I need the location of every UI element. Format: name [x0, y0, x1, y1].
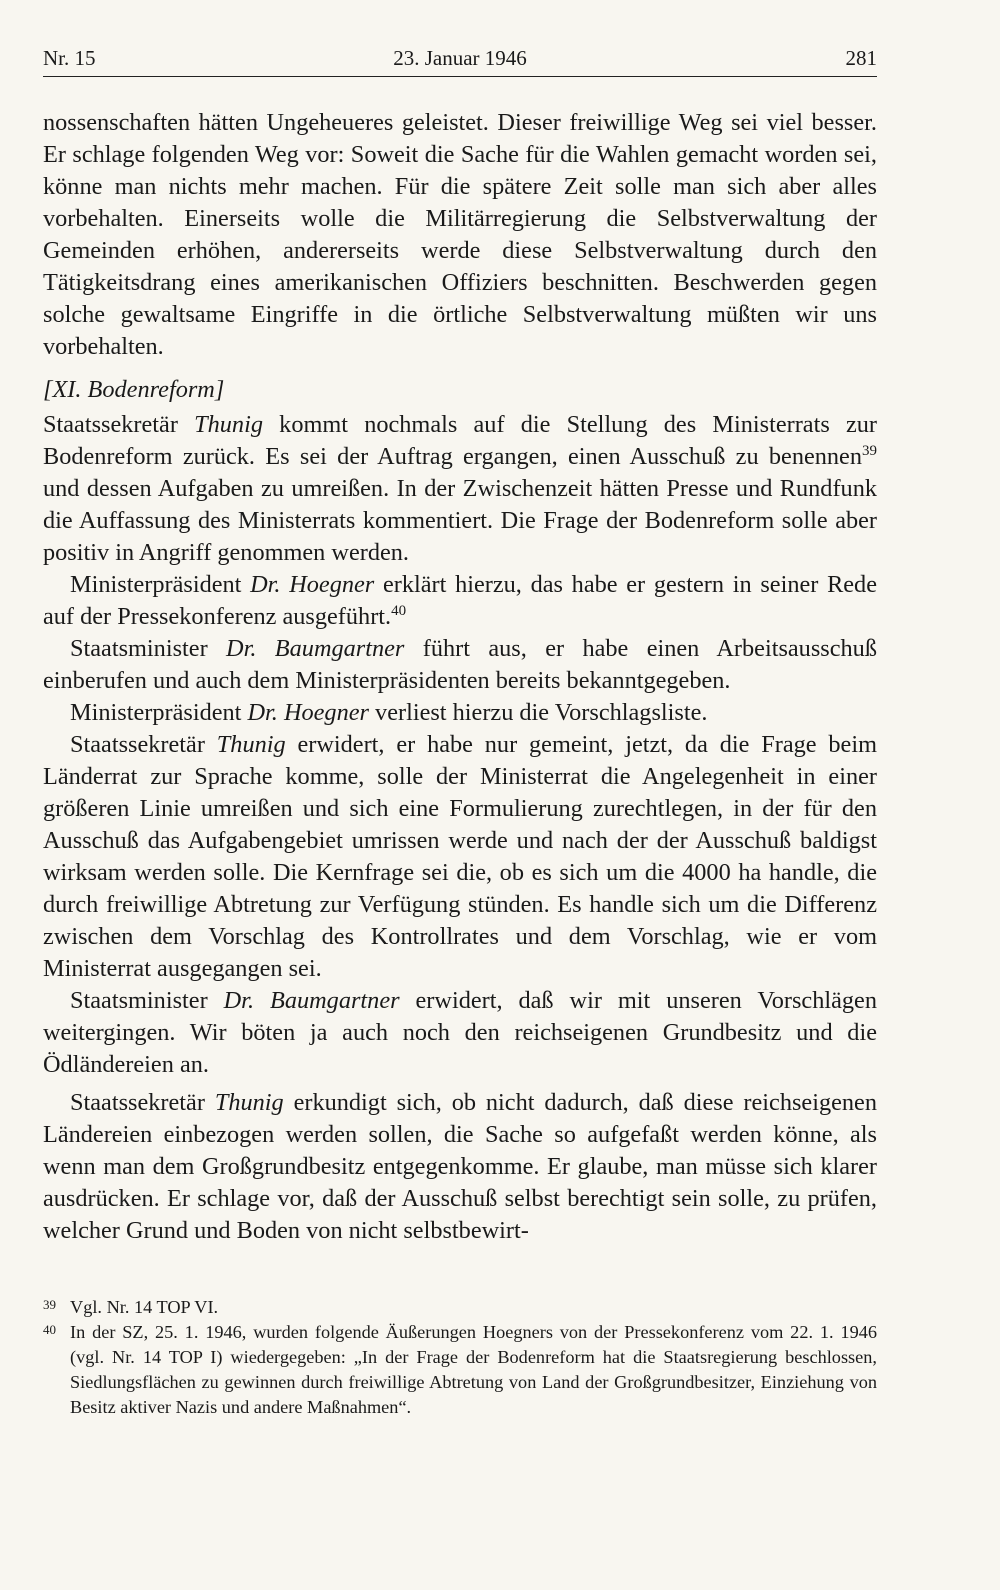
footnote-number: 39 — [43, 1297, 56, 1312]
paragraph: nossenschaften hätten Ungeheueres geleistet. Dieser freiwillige Weg sei viel besser. Er schlage folgenden Weg vor: Soweit die Sache für die Wahlen gemacht worden sei, könne man nichts mehr machen. Für die spätere Zeit solle man sich aber alles vorbehalten. Einerseits wolle die Militärregierung die Selbstverwaltung der Gemeinden erhöhen, andererseits werde diese Selbstverwaltung durch den Tätigkeitsdrang eines amerikanischen Offiziers beschnitten. Beschwerden gegen solche gewaltsame Eingriffe in die örtliche Selbstverwaltung müßten wir uns vorbehalten. — [43, 109, 877, 360]
footnote-number: 40 — [43, 1322, 56, 1337]
speaker-name: Thunig — [194, 411, 263, 438]
speaker-name: Dr. Hoegner — [247, 699, 369, 726]
footnote — [43, 1320, 877, 1420]
document-number: Nr. 15 — [43, 46, 96, 70]
paragraph: Staatssekretär Thunig erkundigt sich, ob nicht dadurch, daß diese reichseigenen Ländereien einbezogen werden sollen, die Sache so aufgefaßt werden könne, als wenn man dem Großgrundbesitz entgegenkomme. Er glaube, man müsse sich klarer ausdrücken. Er schlage vor, daß der Ausschuß selbst berechtigt sein solle, zu prüfen, welcher Grund und Boden von nicht selbstbewirt- — [43, 1089, 877, 1244]
speaker-name: Dr. Baumgartner — [226, 635, 405, 662]
section-heading: [XI. Bodenreform] — [43, 376, 225, 403]
paragraph: Staatsminister Dr. Baumgartner erwidert, daß wir mit unseren Vorschlägen weitergingen. Wir böten ja auch noch den reichseigenen Grundbesitz und die Ödländereien an. — [43, 987, 877, 1078]
speaker-name: Dr. Hoegner — [250, 571, 375, 598]
paragraph: Staatssekretär Thunig kommt nochmals auf die Stellung des Ministerrats zur Bodenreform zurück. Es sei der Auftrag ergangen, einen Ausschuß zu benennen$^{39}$ und dessen Aufgaben zu umreißen. In der Zwischenzeit hätten Presse und Rundfunk die Auffassung des Ministerrats kommentiert. Die Frage der Bodenreform solle aber positiv in Angriff genommen werden. — [43, 411, 877, 566]
running-header — [43, 42, 877, 72]
footnote-text: Vgl. Nr. 14 TOP VI. — [70, 1297, 219, 1317]
paragraph: Staatssekretär Thunig erwidert, er habe nur gemeint, jetzt, da die Frage beim Länderrat zur Sprache komme, solle der Ministerrat die Angelegenheit in einer größeren Linie umreißen und sich eine Formulierung zurechtlegen, in der für den Ausschuß das Aufgabengebiet umrissen werde und nach der der Ausschuß baldigst wirksam werden solle. Die Kernfrage sei die, ob es sich um die 4000 ha handle, die durch freiwillige Abtretung zur Verfügung stünden. Es handle sich um die Differenz zwischen dem Vorschlag des Kontrollrates und dem Vorschlag, wie er vom Ministerrat ausgegangen sei. — [43, 731, 877, 982]
body-text — [43, 107, 877, 1247]
speaker-name: Thunig — [216, 731, 286, 758]
page-number: 281 — [845, 46, 877, 70]
footnotes — [43, 1295, 877, 1420]
footnote-text: In der SZ, 25. 1. 1946, wurden folgende Äußerungen Hoegners von der Pressekonferenz vom 22. 1. 1946 (vgl. Nr. 14 TOP I) wiedergegeben: „In der Frage der Bodenreform hat die Staatsregierung beschlossen, Siedlungsflächen zu gewinnen durch freiwillige Abtretung von Land der Großgrundbesitzer, Einziehung von Besitz aktiver Nazis und andere Maßnahmen“. — [70, 1322, 877, 1417]
footnote — [43, 1295, 877, 1320]
paragraph: Staatsminister Dr. Baumgartner führt aus, er habe einen Arbeitsausschuß einberufen und auch dem Ministerpräsidenten bereits bekanntgegeben. — [43, 635, 877, 694]
paragraph: Ministerpräsident Dr. Hoegner erklärt hierzu, das habe er gestern in seiner Rede auf der Pressekonferenz ausgeführt.$^{40}$ — [43, 571, 877, 630]
footnote-ref: 39 — [862, 443, 877, 459]
footnote-ref: 40 — [391, 603, 407, 619]
header-rule — [43, 76, 877, 77]
paragraph: Ministerpräsident Dr. Hoegner verliest hierzu die Vorschlagsliste. — [70, 699, 708, 726]
speaker-name: Thunig — [214, 1089, 284, 1116]
header-date: 23. Januar 1946 — [393, 46, 527, 70]
speaker-name: Dr. Baumgartner — [223, 987, 400, 1014]
